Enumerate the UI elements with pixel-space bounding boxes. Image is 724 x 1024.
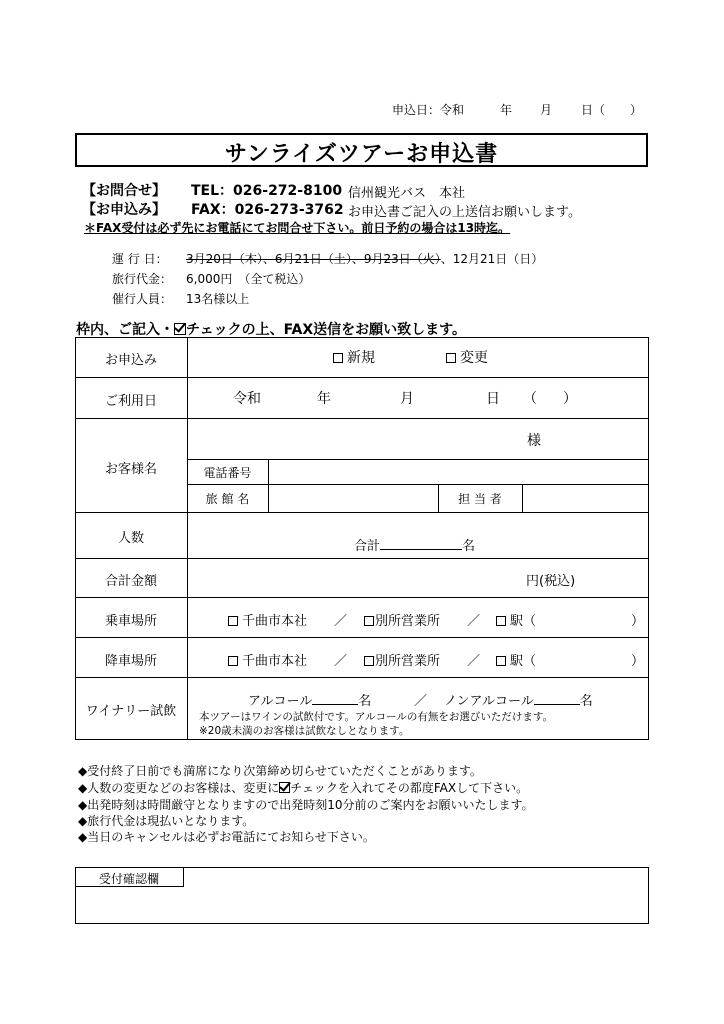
total-people-field[interactable] — [380, 537, 462, 550]
boarding-slash-2: ／ — [467, 614, 481, 629]
alighting-honsha-checkbox[interactable] — [228, 656, 238, 666]
alighting-slash-1: ／ — [334, 654, 348, 669]
date-active: 12月21日（日） — [452, 252, 544, 266]
confirmation-field[interactable] — [78, 889, 644, 921]
amount-field[interactable] — [190, 561, 520, 595]
customer-name-field[interactable] — [190, 421, 520, 456]
alighting-option-honsha[interactable] — [228, 650, 307, 669]
boarding-honsha-label: 千曲市本社 — [242, 614, 308, 629]
boarding-bessho-checkbox[interactable] — [364, 616, 374, 626]
hotel-field[interactable] — [270, 486, 436, 510]
winery-slash: ／ — [414, 694, 428, 709]
alcohol-label: アルコール — [248, 694, 313, 709]
alighting-honsha-label: 千曲市本社 — [242, 654, 308, 669]
alcohol-unit: 名 — [358, 694, 372, 709]
alighting-option-bessho[interactable] — [364, 650, 440, 669]
inquiry-label: 【お問合せ】 — [82, 183, 166, 199]
amount-label: 合計金額 — [104, 574, 157, 589]
confirmation-label-cell — [75, 867, 184, 887]
date-cancelled-2: 6月21日（土） — [274, 252, 352, 266]
alighting-slash-2: ／ — [467, 654, 481, 669]
note-item: ◆出発時刻は時間厳守となりますので出発時刻10分前のご案内をお願いいたします。 — [78, 798, 534, 812]
apply-type-label: お申込み — [104, 353, 157, 368]
checkmark-icon — [279, 782, 290, 793]
apply-label: 【お申込み】 — [82, 202, 166, 218]
dates-list — [186, 250, 543, 267]
fax-note: お申込書ご記入の上送信お願いします。 — [348, 205, 581, 220]
title-box — [75, 133, 648, 167]
price-label: 旅行代金： — [112, 272, 173, 286]
min-people-value: 13名様以上 — [186, 292, 250, 306]
date-day-label: 日（ — [581, 103, 606, 117]
new-checkbox[interactable] — [333, 353, 343, 363]
note-item-part: ◆人数の変更などのお客様は、変更に — [78, 781, 280, 795]
alcohol-field[interactable] — [312, 693, 358, 705]
checkmark-icon — [174, 323, 186, 335]
fax-number: FAX：026-273-3762 — [191, 202, 344, 218]
customer-name-label: お客様名 — [104, 462, 157, 477]
boarding-option-station[interactable] — [496, 610, 536, 629]
people-unit: 名 — [462, 539, 476, 554]
boarding-bessho-label: 別所営業所 — [375, 614, 441, 629]
alighting-label: 降車場所 — [104, 654, 157, 669]
alighting-station-label: 駅（ — [510, 654, 537, 669]
note-item — [78, 779, 528, 796]
change-option[interactable] — [446, 347, 488, 367]
total-label: 合計 — [354, 539, 381, 554]
boarding-option-honsha[interactable] — [228, 610, 307, 629]
date-close-paren: ） — [630, 103, 643, 117]
use-date-paren-open: （ — [523, 391, 537, 407]
winery-note-1: 本ツアーはワインの試飲付です。アルコールの有無をお選びいただけます。 — [199, 711, 554, 723]
dates-label: 運 行 日： — [112, 252, 168, 266]
boarding-station-label: 駅（ — [510, 614, 537, 629]
alighting-bessho-checkbox[interactable] — [364, 656, 374, 666]
use-date-day: 日 — [486, 391, 500, 407]
date-year-label: 年 — [500, 103, 513, 117]
label-column-divider — [187, 337, 188, 740]
alcohol-count — [248, 690, 371, 709]
new-option-label: 新規 — [347, 350, 375, 366]
alighting-station-close: ） — [631, 654, 645, 669]
page-title: サンライズツアーお申込書 — [224, 142, 499, 167]
boarding-slash-1: ／ — [334, 614, 348, 629]
note-item: ◆旅行代金は現払いとなります。 — [78, 814, 255, 828]
boarding-station-close: ） — [631, 614, 645, 629]
people-label: 人数 — [117, 531, 144, 546]
sama-suffix: 様 — [527, 433, 541, 449]
use-date-year-field[interactable] — [262, 383, 307, 407]
date-sep-1: 、 — [262, 252, 275, 266]
new-option[interactable] — [333, 347, 375, 367]
date-sep-2: 、 — [351, 252, 364, 266]
form-instruction-pre: 枠内、ご記入・ — [76, 322, 174, 338]
use-date-era: 令和 — [233, 391, 261, 407]
winery-note-2: ※20歳未満のお客様は試飲なしとなります。 — [199, 725, 410, 737]
use-date-label: ご利用日 — [104, 394, 157, 409]
alighting-option-station[interactable] — [496, 650, 536, 669]
boarding-station-checkbox[interactable] — [496, 616, 506, 626]
price-value: 6,000円 （全て税込） — [186, 272, 311, 286]
tel-company: 信州観光バス 本社 — [348, 186, 466, 201]
change-option-label: 変更 — [460, 350, 488, 366]
winery-label: ワイナリー試飲 — [85, 704, 177, 719]
note-item-part: チェックを入れてその都度FAXして下さい。 — [290, 781, 529, 795]
phone-label: 電話番号 — [203, 466, 252, 480]
boarding-option-bessho[interactable] — [364, 610, 440, 629]
date-sep-3: 、 — [440, 252, 453, 266]
date-cancelled-1: 3月20日（木） — [186, 252, 263, 266]
amount-unit: 円(税込) — [526, 574, 576, 589]
application-date-label: 申込日：令和 — [392, 103, 465, 117]
tel-number: TEL：026-272-8100 — [191, 183, 343, 199]
non-alcohol-count — [444, 690, 593, 709]
min-people-label: 催行人員： — [112, 292, 173, 306]
fax-warning: ＊FAX受付は必ず先にお電話にてお問合せ下さい。前日予約の場合は13時迄。 — [84, 221, 511, 235]
date-month-label: 月 — [540, 103, 553, 117]
staff-label: 担 当 者 — [458, 492, 502, 506]
phone-field[interactable] — [270, 461, 647, 483]
boarding-label: 乗車場所 — [104, 614, 157, 629]
date-cancelled-3: 9月23日（火） — [363, 252, 441, 266]
use-date-paren-close: ） — [563, 391, 577, 407]
note-item: ◆受付終了日前でも満席になり次第締め切らせていただくことがあります。 — [78, 764, 482, 778]
boarding-honsha-checkbox[interactable] — [228, 616, 238, 626]
alighting-bessho-label: 別所営業所 — [375, 654, 441, 669]
form-instruction-post: チェックの上、FAX送信をお願い致します。 — [186, 322, 467, 338]
non-alcohol-unit: 名 — [579, 694, 593, 709]
staff-field[interactable] — [524, 486, 647, 510]
use-date-year: 年 — [317, 391, 331, 407]
people-total — [354, 535, 475, 554]
use-date-month: 月 — [400, 391, 414, 407]
alighting-station-checkbox[interactable] — [496, 656, 506, 666]
non-alcohol-label: ノンアルコール — [444, 694, 534, 709]
form-instruction — [76, 319, 466, 339]
change-checkbox[interactable] — [446, 353, 456, 363]
confirmation-label: 受付確認欄 — [98, 872, 159, 886]
non-alcohol-field[interactable] — [534, 693, 580, 705]
hotel-label: 旅 館 名 — [205, 492, 250, 506]
note-item: ◆当日のキャンセルは必ずお電話にてお知らせ下さい。 — [78, 830, 375, 844]
